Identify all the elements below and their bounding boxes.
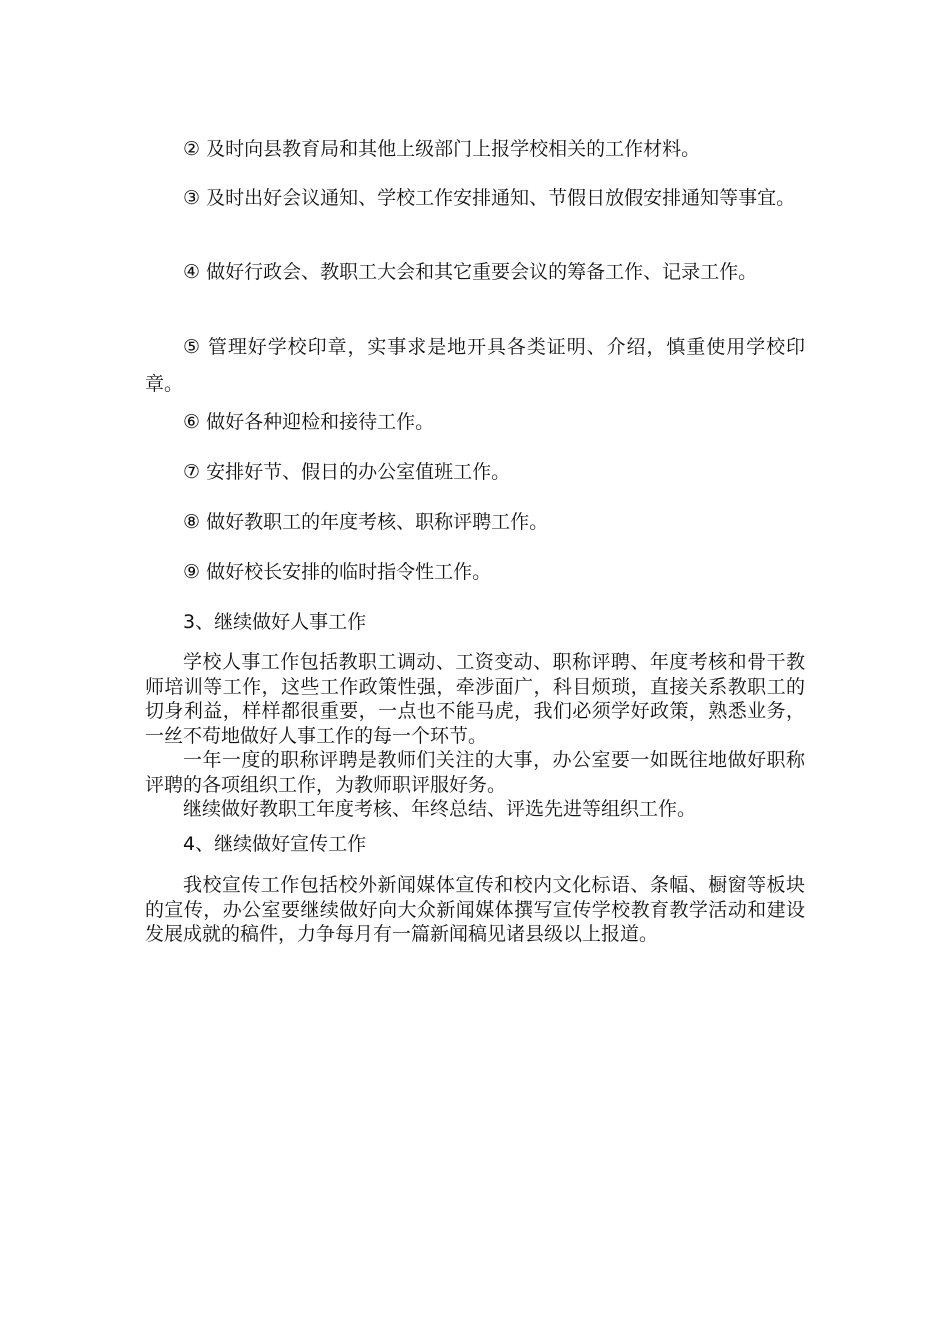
list-item-text: ⑤ 管理好学校印章，实事求是地开具各类证明、介绍，慎重使用学校印章。: [145, 336, 805, 395]
list-item-text: ⑨ 做好校长安排的临时指令性工作。: [183, 561, 492, 583]
list-item-text: ② 及时向县教育局和其他上级部门上报学校相关的工作材料。: [183, 138, 701, 160]
list-item-9: [145, 554, 805, 591]
paragraph: 一年一度的职称评聘是教师们关注的大事，办公室要一如既往地做好职称评聘的各项组织工作，为教师职评服好务。: [145, 749, 805, 796]
list-item-4: [145, 254, 805, 291]
section-3-body: [145, 650, 805, 822]
list-item-8: [145, 504, 805, 541]
list-item-2: [145, 131, 805, 168]
section-4-body: [145, 873, 805, 947]
list-item-5: [145, 329, 805, 403]
paragraph: 继续做好教职工年度考核、年终总结、评选先进等组织工作。: [183, 798, 697, 820]
list-item-text: ④ 做好行政会、教职工大会和其它重要会议的筹备工作、记录工作。: [183, 261, 758, 283]
section-heading-text: 4、继续做好宣传工作: [183, 833, 367, 855]
list-item-text: ⑥ 做好各种迎检和接待工作。: [183, 411, 435, 433]
list-item-3: [145, 180, 805, 217]
paragraph: 我校宣传工作包括校外新闻媒体宣传和校内文化标语、条幅、橱窗等板块的宣传，办公室要继续做好向大众新闻媒体撰写宣传学校教育教学活动和建设发展成就的稿件，力争每月有一篇新闻稿见诸县级以上报道。: [145, 874, 805, 945]
section-heading-text: 3、继续做好人事工作: [183, 611, 367, 633]
list-item-6: [145, 404, 805, 441]
list-item-text: ⑧ 做好教职工的年度考核、职称评聘工作。: [183, 511, 549, 533]
paragraph: 学校人事工作包括教职工调动、工资变动、职称评聘、年度考核和骨干教师培训等工作，这些工作政策性强，牵涉面广，科目烦琐，直接关系教职工的切身利益，样样都很重要，一点也不能马虎，我们必须学好政策，熟悉业务，一丝不苟地做好人事工作的每一个环节。: [145, 651, 805, 747]
list-item-text: ③ 及时出好会议通知、学校工作安排通知、节假日放假安排通知等事宜。: [183, 187, 796, 209]
list-item-text: ⑦ 安排好节、假日的办公室值班工作。: [183, 461, 511, 483]
list-item-7: [145, 454, 805, 491]
section-4-heading: [145, 826, 805, 863]
section-3-heading: [145, 604, 805, 641]
